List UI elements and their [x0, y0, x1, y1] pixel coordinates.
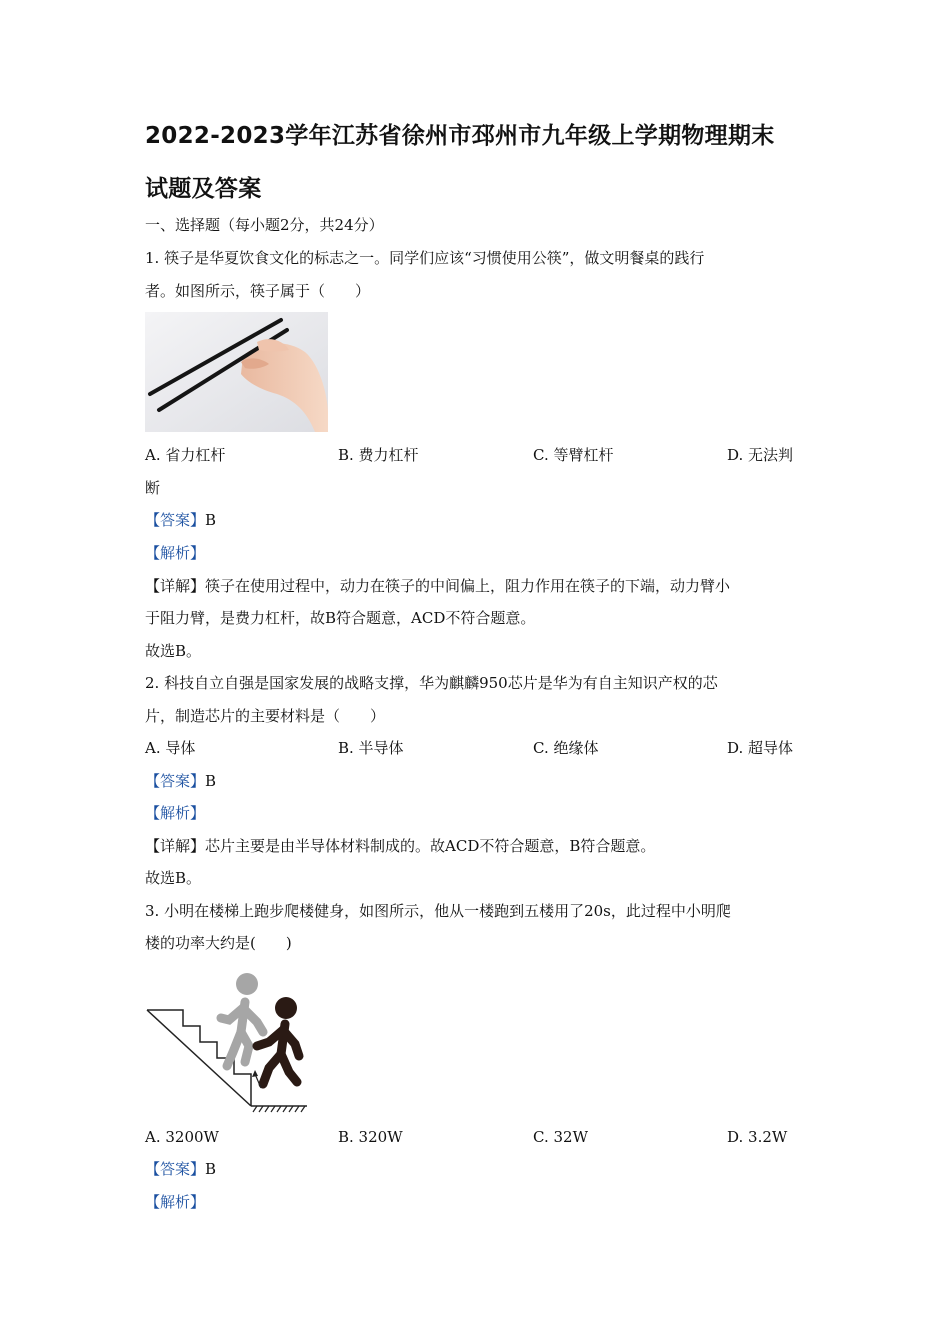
q3-stem-line-2: 楼的功率大约是( )	[145, 934, 292, 952]
q2-option-d[interactable]: D. 超导体	[727, 739, 794, 757]
q1-conclusion: 故选B。	[145, 642, 202, 660]
q2-detail-line-1	[145, 836, 810, 856]
answer-tag: 【答案】	[145, 1160, 206, 1178]
ground-hatch	[253, 1106, 305, 1112]
q3-answer	[145, 1159, 810, 1179]
title-line-1: 2022-2023学年江苏省徐州市邳州市九年级上学期物理期末	[145, 123, 775, 149]
q1-option-c[interactable]: C. 等臂杠杆	[533, 446, 614, 464]
chopsticks-hand-image	[145, 312, 328, 432]
q2-detail-text-1: 芯片主要是由半导体材料制成的。故ACD不符合题意，B符合题意。	[205, 837, 656, 855]
gray-runner	[221, 1002, 263, 1066]
q2-stem-line-2: 片，制造芯片的主要材料是（ ）	[145, 707, 386, 725]
q1-detail-text-1: 筷子在使用过程中，动力在筷子的中间偏上，阻力作用在筷子的下端，动力臂小	[205, 577, 731, 595]
q3-option-a[interactable]: A. 3200W	[145, 1128, 219, 1146]
q3-option-c[interactable]: C. 32W	[533, 1128, 588, 1146]
section-heading: 一、选择题（每小题2分，共24分）	[145, 216, 384, 234]
document-title	[145, 110, 810, 216]
q3-option-b[interactable]: B. 320W	[338, 1128, 403, 1146]
q1-chopsticks-figure	[145, 312, 328, 432]
q1-answer-value: B	[205, 511, 217, 529]
q2-options	[145, 738, 810, 758]
answer-tag: 【答案】	[145, 772, 206, 790]
q1-option-b[interactable]: B. 费力杠杆	[338, 446, 419, 464]
q2-analysis-tag	[145, 803, 810, 823]
q1-analysis-tag	[145, 543, 810, 563]
q1-stem-line-1: 1. 筷子是华夏饮食文化的标志之一。同学们应该“习惯使用公筷”，做文明餐桌的践行	[145, 249, 705, 267]
q1-detail-line-2: 于阻力臂，是费力杠杆，故B符合题意，ACD不符合题意。	[145, 609, 536, 627]
analysis-tag: 【解析】	[145, 544, 206, 562]
q1-option-a[interactable]: A. 省力杠杆	[145, 446, 226, 464]
q3-options	[145, 1127, 810, 1147]
q1-options	[145, 445, 810, 465]
analysis-tag: 【解析】	[145, 804, 206, 822]
q2-stem-line-1: 2. 科技自立自强是国家发展的战略支撑，华为麒麟950芯片是华为有自主知识产权的芯	[145, 674, 718, 692]
q2-conclusion: 故选B。	[145, 869, 202, 887]
stairs-runners-image	[145, 966, 315, 1116]
q3-stem-line-1: 3. 小明在楼梯上跑步爬楼健身，如图所示，他从一楼跑到五楼用了20s，此过程中小明爬	[145, 902, 731, 920]
detail-tag: 【详解】	[145, 837, 206, 855]
q1-stem-line-2: 者。如图所示，筷子属于（ ）	[145, 282, 371, 300]
q1-option-d-wrap: 断	[145, 479, 161, 497]
q3-option-d[interactable]: D. 3.2W	[727, 1128, 788, 1146]
analysis-tag: 【解析】	[145, 1193, 206, 1211]
q3-answer-value: B	[205, 1160, 217, 1178]
q1-answer	[145, 510, 810, 530]
q2-answer-value: B	[205, 772, 217, 790]
q3-stairs-figure	[145, 966, 315, 1116]
q1-detail-line-1	[145, 576, 810, 596]
q2-option-b[interactable]: B. 半导体	[338, 739, 404, 757]
q2-option-a[interactable]: A. 导体	[145, 739, 196, 757]
q2-option-c[interactable]: C. 绝缘体	[533, 739, 599, 757]
detail-tag: 【详解】	[145, 577, 206, 595]
answer-tag: 【答案】	[145, 511, 206, 529]
q3-analysis-tag	[145, 1192, 810, 1212]
title-line-2: 试题及答案	[145, 176, 262, 202]
q1-option-d[interactable]: D. 无法判	[727, 446, 794, 464]
q2-answer	[145, 771, 810, 791]
